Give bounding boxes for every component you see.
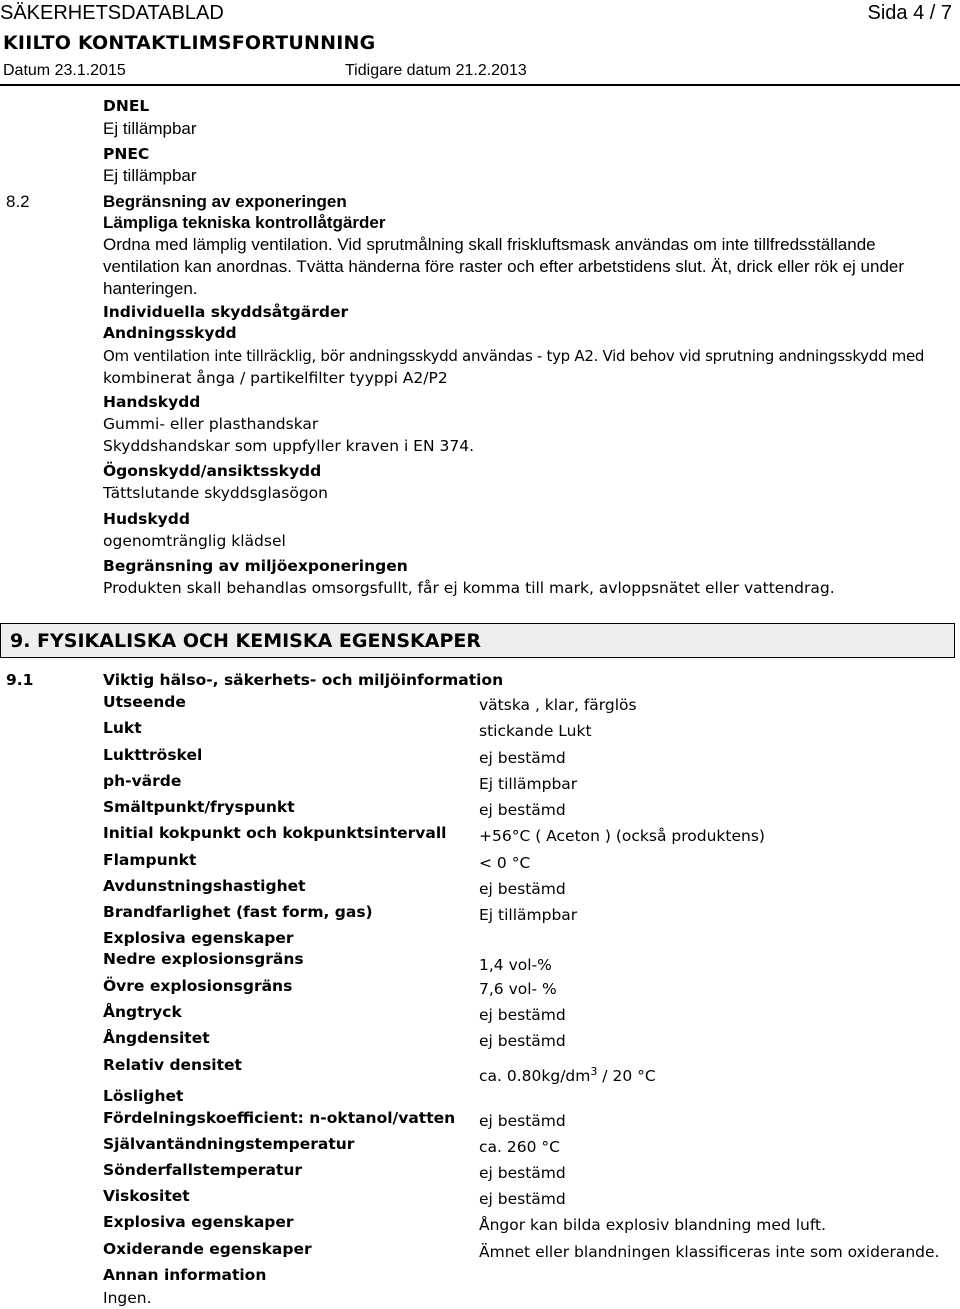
property-value [479,956,552,974]
property-label: Sönderfallstemperatur [103,1161,303,1179]
property-value-text: Ej tillämpbar [479,906,578,924]
property-label: Självantändningstemperatur [103,1135,355,1153]
skin-protection-value: ogenomtränglig klädsel [103,532,286,550]
property-value [479,749,566,767]
property-value-text: ej bestämd [479,880,566,898]
property-value [479,1065,656,1085]
property-value [479,1138,560,1156]
property-label: Utseende [103,693,186,711]
property-value-text: ej bestämd [479,749,566,767]
property-value-text: 1,4 vol-% [479,956,552,974]
property-value [479,1112,566,1130]
property-value [479,1164,566,1182]
hand-protection-label: Handskydd [103,393,201,411]
property-value-text: stickande Lukt [479,722,592,740]
property-value [479,801,566,819]
property-label: Ångtryck [103,1003,182,1021]
property-value [479,906,577,924]
property-label: Ångdensitet [103,1029,210,1047]
environmental-exposure-value: Produkten skall behandlas omsorgsfullt, får ej komma till mark, avloppsnätet eller vattendrag. [103,579,835,597]
property-value-text: ca. 260 °C [479,1138,560,1156]
property-value [479,696,637,714]
property-label: Löslighet [103,1087,184,1105]
previous-date: Tidigare datum 21.2.2013 [345,62,527,79]
eye-protection-value: Tättslutande skyddsglasögon [103,484,328,502]
property-value-superscript: 3 [590,1065,598,1078]
hand-protection-line-2: Skyddshandskar som uppfyller kraven i EN 374. [103,437,475,455]
document-title: SÄKERHETSDATABLAD [0,2,224,24]
respiratory-protection-line-1: Om ventilation inte tillräcklig, bör andningsskydd användas - typ A2. Vid behov vid sprutning andningsskydd med [103,347,925,365]
technical-controls-line-3: hanteringen. [103,279,198,298]
respiratory-protection-line-2: kombinerat ånga / partikelfilter tyyppi A2/P2 [103,369,448,387]
property-value-text: ej bestämd [479,1164,566,1182]
section-8-2-number: 8.2 [6,192,30,211]
property-value-text: ca. 0.80kg/dm [479,1067,591,1086]
property-value [479,1243,939,1261]
property-value-text: ej bestämd [479,1190,566,1208]
property-value-text: vätska , klar, färglös [479,696,637,714]
other-information-label: Annan information [103,1266,267,1284]
eye-protection-label: Ögonskydd/ansiktsskydd [103,462,322,480]
page-number: Sida 4 / 7 [867,2,952,24]
property-value [479,1006,566,1024]
product-name: KIILTO KONTAKTLIMSFORTUNNING [3,32,376,54]
property-value-text: < 0 °C [479,854,531,872]
property-label: Relativ densitet [103,1056,242,1074]
section-9-title: 9. FYSIKALISKA OCH KEMISKA EGENSKAPER [10,630,481,652]
property-label: Nedre explosionsgräns [103,950,304,968]
technical-controls-line-2: ventilation kan anordnas. Tvätta händerna före raster och efter arbetstidens slut. Ät, drick eller rök ej under [103,257,905,276]
property-label: Lukt [103,719,142,737]
property-label: Fördelningskoefficient: n-oktanol/vatten [103,1109,456,1127]
property-value-text: Ångor kan bilda explosiv blandning med luft. [479,1216,827,1234]
property-value [479,1216,826,1234]
respiratory-protection-label: Andningsskydd [103,324,237,342]
pnec-label: PNEC [103,145,150,163]
property-label: Smältpunkt/fryspunkt [103,798,295,816]
property-label: ph-värde [103,772,182,790]
other-information-value: Ingen. [103,1289,152,1307]
property-value [479,1190,566,1208]
hand-protection-line-1: Gummi- eller plasthandskar [103,415,319,433]
property-value [479,722,592,740]
section-9-1-number: 9.1 [6,671,34,689]
property-label: Explosiva egenskaper [103,929,294,947]
property-value-suffix: / 20 °C [597,1067,656,1086]
property-label: Avdunstningshastighet [103,877,306,895]
property-value-text: ej bestämd [479,1006,566,1024]
property-label: Övre explosionsgräns [103,977,293,995]
property-value-text: ej bestämd [479,1112,566,1130]
property-value [479,775,577,793]
individual-protection-label: Individuella skyddsåtgärder [103,303,349,321]
property-value-text: 7,6 vol- % [479,980,557,998]
property-value-text: ej bestämd [479,801,566,819]
property-label: Initial kokpunkt och kokpunktsintervall [103,824,447,842]
property-value [479,1032,566,1050]
property-value-text: ej bestämd [479,1032,566,1050]
property-value [479,880,566,898]
section-9-1-title: Viktig hälso-, säkerhets- och miljöinformation [103,671,504,689]
technical-controls-label: Lämpliga tekniska kontrollåtgärder [103,213,386,232]
header-divider [0,84,960,86]
skin-protection-label: Hudskydd [103,510,190,528]
technical-controls-line-1: Ordna med lämplig ventilation. Vid sprutmålning skall friskluftsmask användas om inte tillfredsställande [103,235,876,254]
environmental-exposure-label: Begränsning av miljöexponeringen [103,557,408,575]
property-value-text: Ämnet eller blandningen klassificeras inte som oxiderande. [479,1243,940,1261]
property-label: Explosiva egenskaper [103,1213,294,1231]
section-8-2-title: Begränsning av exponeringen [103,192,347,211]
pnec-value: Ej tillämpbar [103,166,197,185]
dnel-value: Ej tillämpbar [103,119,197,138]
property-label: Viskositet [103,1187,190,1205]
property-label: Flampunkt [103,851,197,869]
property-label: Oxiderande egenskaper [103,1240,312,1258]
property-value-text: +56°C ( Aceton ) (också produktens) [479,827,765,845]
property-label: Brandfarlighet (fast form, gas) [103,903,373,921]
property-value [479,854,530,872]
property-label: Lukttröskel [103,746,203,764]
section-9-header [0,623,955,658]
property-value [479,827,765,845]
property-value-text: Ej tillämpbar [479,775,578,793]
issue-date: Datum 23.1.2015 [3,62,126,79]
property-value [479,980,557,998]
dnel-label: DNEL [103,97,150,115]
